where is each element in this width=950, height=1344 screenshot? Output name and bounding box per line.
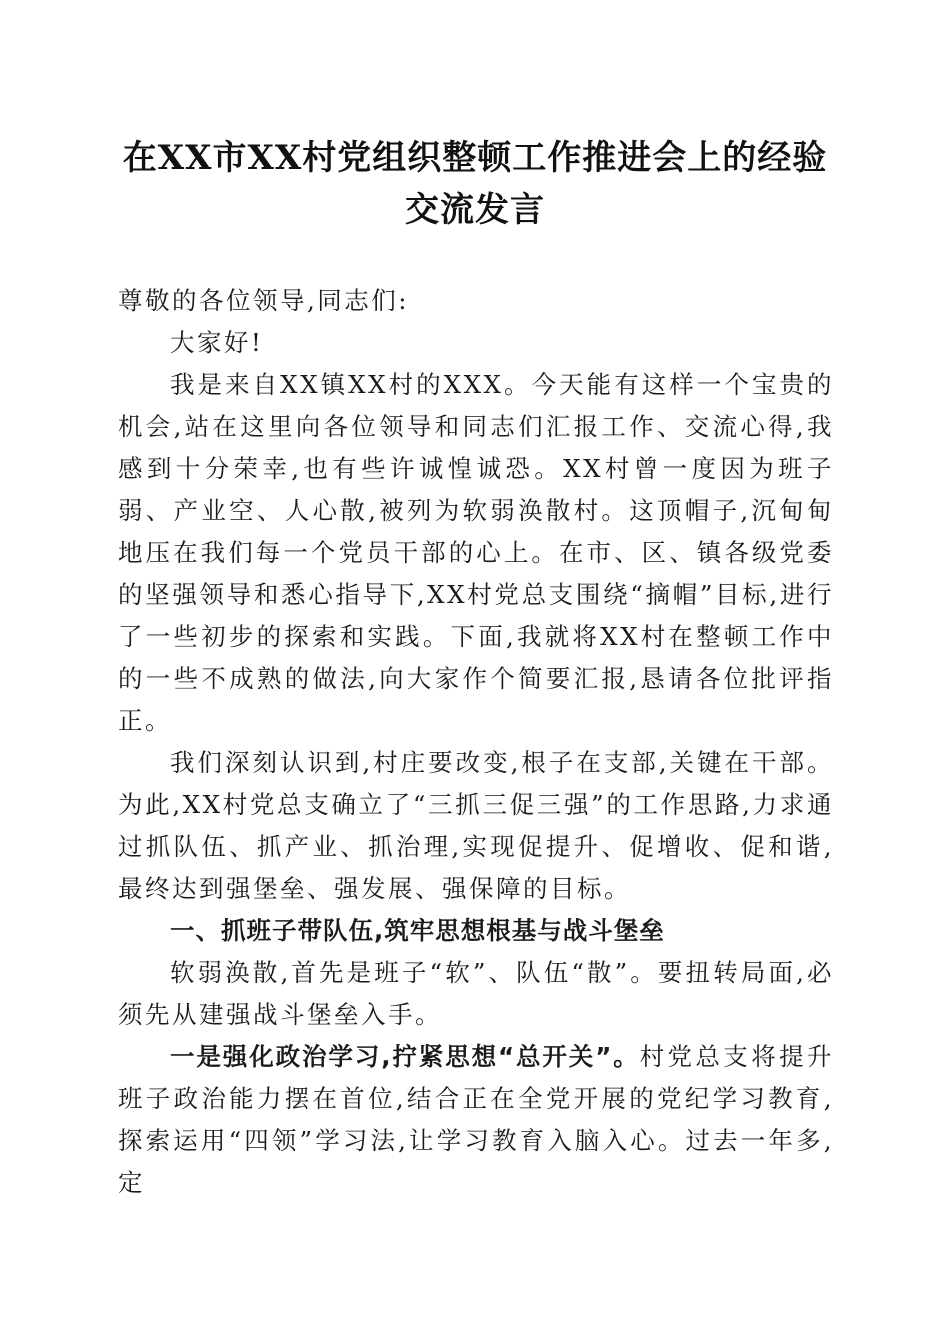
point-1-text: 村党总支将提升班子政治能力摆在首位,结合正在全党开展的党纪学习教育,探索运用“四领”学习法,让学习教育入脑入心。过去一年多,定	[118, 1042, 835, 1197]
document-body	[118, 280, 834, 1204]
paragraph-intro: 我是来自XX镇XX村的XXX。今天能有这样一个宝贵的机会,站在这里向各位领导和同志们汇报工作、交流心得,我感到十分荣幸,也有些许诚惶诚恐。XX村曾一度因为班子弱、产业空、人心散,被列为软弱涣散村。这顶帽子,沉甸甸地压在我们每一个党员干部的心上。在市、区、镇各级党委的坚强领导和悉心指导下,XX村党总支围绕“摘帽”目标,进行了一些初步的探索和实践。下面,我就将XX村在整顿工作中的一些不成熟的做法,向大家作个简要汇报,恳请各位批评指正。	[118, 370, 834, 735]
section-1-heading: 一、抓班子带队伍,筑牢思想根基与战斗堡垒	[170, 916, 665, 945]
section-1-intro: 软弱涣散,首先是班子“软”、队伍“散”。要扭转局面,必须先从建强战斗堡垒入手。	[118, 958, 834, 1029]
paragraph-thinking: 我们深刻认识到,村庄要改变,根子在支部,关键在干部。为此,XX村党总支确立了“三抓三促三强”的工作思路,力求通过抓队伍、抓产业、抓治理,实现促提升、促增收、促和谐,最终达到强堡垒、强发展、强保障的目标。	[118, 748, 834, 903]
point-1-lead: 一是强化政治学习,拧紧思想“总开关”。	[170, 1042, 640, 1071]
document-title: 在XX市XX村党组织整顿工作推进会上的经验交流发言	[122, 138, 828, 230]
point-1-paragraph	[118, 1036, 834, 1204]
salutation: 尊敬的各位领导,同志们:	[118, 286, 410, 315]
greeting: 大家好!	[170, 328, 264, 357]
